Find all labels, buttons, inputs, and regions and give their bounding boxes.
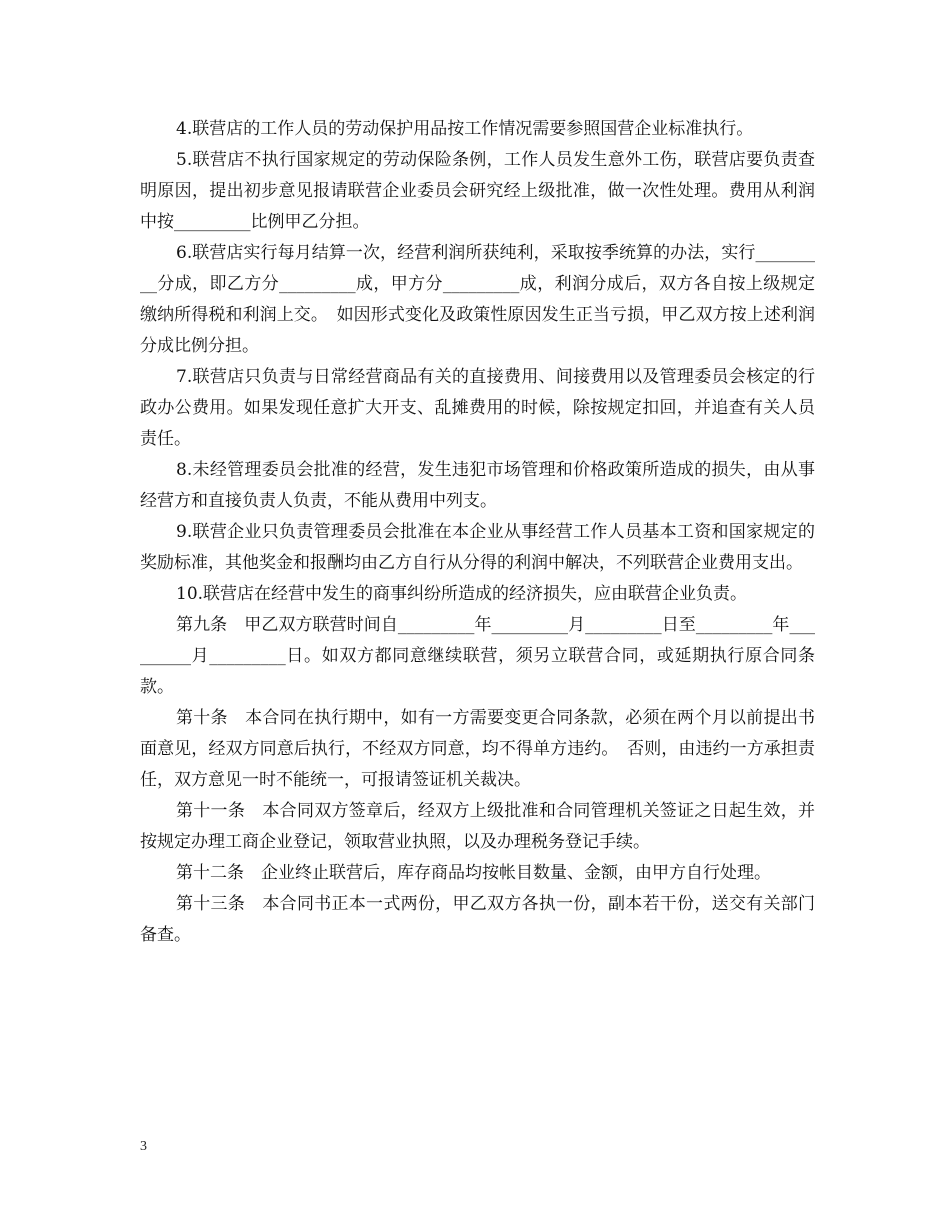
- paragraph-item-5: 5.联营店不执行国家规定的劳动保险条例，工作人员发生意外工伤，联营店要负责查明原因，提出初步意见报请联营企业委员会研究经上级批准，做一次性处理。费用从利润中按_________比例甲乙分担。: [140, 150, 815, 232]
- page-number: 3: [140, 1139, 147, 1154]
- article-12: 第十二条 企业终止联营后，库存商品均按帐目数量、金额，由甲方自行处理。: [176, 863, 771, 883]
- paragraph-item-7: 7.联营店只负责与日常经营商品有关的直接费用、间接费用以及管理委员会核定的行政办公费用。如果发现任意扩大开支、乱摊费用的时候，除按规定扣回，并追查有关人员责任。: [140, 367, 815, 449]
- article-11: 第十一条 本合同双方签章后，经双方上级批准和合同管理机关签证之日起生效，并按规定办理工商企业登记，领取营业执照，以及办理税务登记手续。: [140, 801, 815, 852]
- article-13: 第十三条 本合同书正本一式两份，甲乙双方各执一份，副本若干份，送交有关部门备查。: [140, 894, 815, 945]
- paragraph-item-4: 4.联营店的工作人员的劳动保护用品按工作情况需要参照国营企业标准执行。: [176, 119, 754, 139]
- document-body: [140, 114, 815, 951]
- paragraph-item-6: 6.联营店实行每月结算一次，经营利润所获纯利，采取按季统算的办法，实行_________分成，即乙方分_________成，甲方分_________成，利润分成后，双方各自按上级规定缴纳所得税和利润上交。 如因形式变化及政策性原因发生正当亏损，甲乙双方按上述利润分成比例分担。: [140, 243, 815, 356]
- article-10: 第十条 本合同在执行期中，如有一方需要变更合同条款，必须在两个月以前提出书面意见，经双方同意后执行，不经双方同意，均不得单方违约。 否则，由违约一方承担责任，双方意见一时不能统一，可报请签证机关裁决。: [140, 708, 815, 790]
- paragraph-item-9: 9.联营企业只负责管理委员会批准在本企业从事经营工作人员基本工资和国家规定的奖励标准，其他奖金和报酬均由乙方自行从分得的利润中解决，不列联营企业费用支出。: [140, 522, 815, 573]
- article-9: 第九条 甲乙双方联营时间自_________年_________月_________日至_________年_________月_________日。如双方都同意继续联营，须另立联营合同，或延期执行原合同条款。: [140, 615, 815, 697]
- paragraph-item-10: 10.联营店在经营中发生的商事纠纷所造成的经济损失，应由联营企业负责。: [176, 584, 748, 604]
- paragraph-item-8: 8.未经管理委员会批准的经营，发生违犯市场管理和价格政策所造成的损失，由从事经营方和直接负责人负责，不能从费用中列支。: [140, 460, 815, 511]
